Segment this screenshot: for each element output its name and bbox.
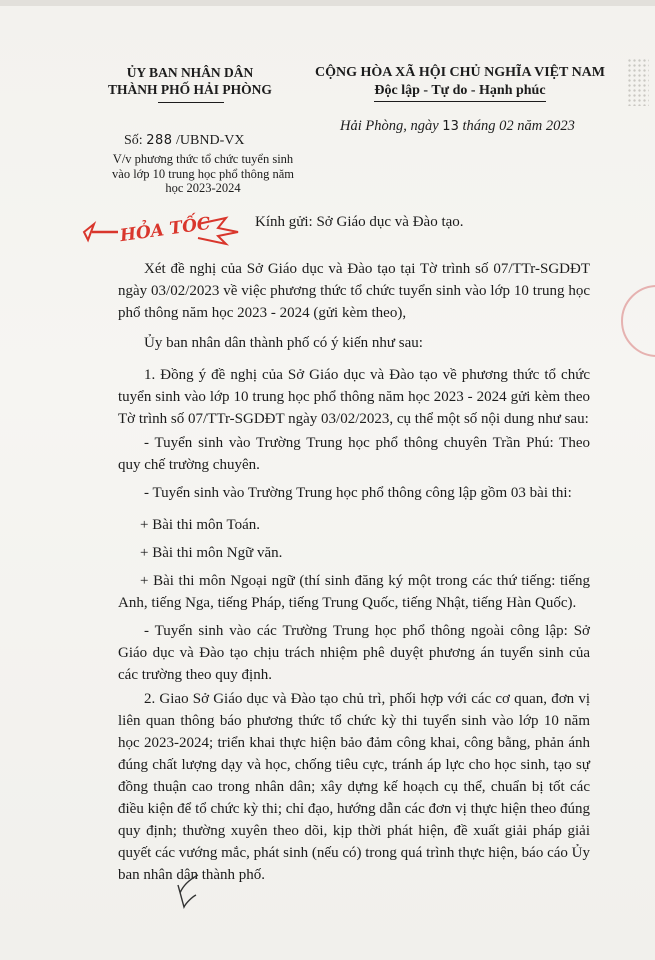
nation-name: CỘNG HÒA XÃ HỘI CHỦ NGHĨA VIỆT NAM [314,65,605,80]
agency-line-1: ỦY BAN NHÂN DÂN [126,65,254,80]
agency-underline [158,102,224,103]
issuing-agency [100,64,280,98]
agency-line-2: THÀNH PHỐ HẢI PHÒNG [108,82,272,97]
paragraph-public-schools: - Tuyển sinh vào Trường Trung học phổ thông công lập gồm 03 bài thi: [144,485,572,501]
national-motto: Độc lập - Tự do - Hạnh phúc [290,82,630,102]
paragraph-proposal: Xét đề nghị của Sở Giáo dục và Đào tạo tại Tờ trình số 07/TTr-SGDĐT ngày 03/02/2023 về việc phương thức tổ chức tuyển sinh vào lớp 10 trung học phổ thông năm học 2023 - 2024 (gửi kèm theo), [118,261,590,321]
paragraph-item-1: 1. Đồng ý đề nghị của Sở Giáo dục và Đào tạo về phương thức tổ chức tuyển sinh vào lớp 10 trung học phổ thông năm học 2023 - 2024 gửi kèm theo Tờ trình số 07/TTr-SGDĐT ngày 03/02/2023, cụ thể một số nội dung như sau: [118,367,590,427]
exam-literature: + Bài thi môn Ngữ văn. [140,545,283,561]
scan-texture [627,58,649,106]
paragraph-specialized-school: - Tuyển sinh vào Trường Trung học phổ thông chuyên Trần Phú: Theo quy chế trường chuyên. [118,435,590,473]
date-day: 13 [442,119,459,134]
urgent-stamp [78,206,246,250]
document-date: Hải Phòng, ngày 13 tháng 02 năm 2023 [340,118,575,134]
exam-foreign-language: + Bài thi môn Ngoại ngữ (thí sinh đăng ký một trong các thứ tiếng: tiếng Anh, tiếng Nga, tiếng Pháp, tiếng Trung Quốc, tiếng Nhật, tiếng Hàn Quốc). [118,573,590,611]
red-seal-fragment [621,285,655,357]
svg-text:HỎA TỐC: HỎA TỐC [118,213,212,247]
document-number: Số: 288 /UBND-VX [124,133,245,148]
document-number-value: 288 [146,133,173,148]
greeting-line: Kính gửi: Sở Giáo dục và Đào tạo. [255,214,464,230]
document-subject: V/v phương thức tổ chức tuyển sinh vào lớp 10 trung học phổ thông năm học 2023-2024 [112,152,294,195]
exam-math: + Bài thi môn Toán. [140,517,261,533]
paragraph-item-2: 2. Giao Sở Giáo dục và Đào tạo chủ trì, phối hợp với các cơ quan, đơn vị liên quan thông báo phương thức tổ chức kỳ thi tuyển sinh vào lớp 10 năm học 2023-2024; triển khai thực hiện bảo đảm công khai, công bằng, phản ánh đúng chất lượng dạy và học, chống tiêu cực, tránh áp lực cho học sinh, tạo sự đồng thuận cao trong nhân dân; xây dựng kế hoạch cụ thể, chuẩn bị tốt các điều kiện để tổ chức kỳ thi; chỉ đạo, hướng dẫn các đơn vị thực hiện theo đúng quy định; thường xuyên theo dõi, kịp thời phát hiện, đề xuất giải pháp giải quyết các vướng mắc, phát sinh (nếu có) trong quá trình thực hiện, báo cáo Ủy ban nhân dân thành phố. [118,691,590,883]
paragraph-private-schools: - Tuyển sinh vào các Trường Trung học phổ thông ngoài công lập: Sở Giáo dục và Đào tạo chịu trách nhiệm phê duyệt phương án tuyển sinh của các trường theo quy định. [118,623,590,683]
national-title [290,64,630,102]
page-edge [0,0,655,6]
paragraph-opinion-intro: Ủy ban nhân dân thành phố có ý kiến như sau: [144,335,423,351]
handwritten-mark [172,873,202,913]
